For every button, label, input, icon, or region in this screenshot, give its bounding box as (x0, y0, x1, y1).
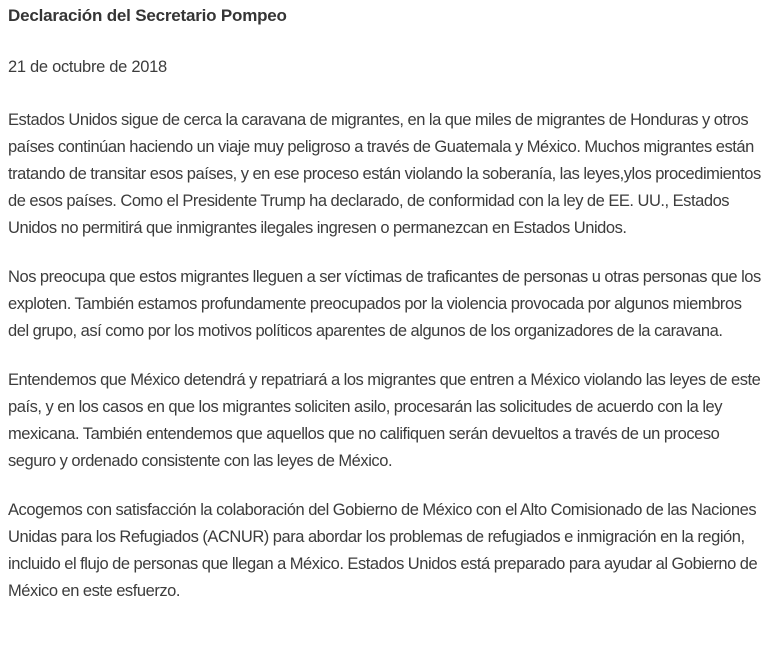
document-date: 21 de octubre de 2018 (8, 58, 167, 76)
paragraph-3: Entendemos que México detendrá y repatriará a los migrantes que entren a México violando las leyes de este país, y en los casos en que los migrantes soliciten asilo, procesarán las solicitudes de acuerdo con la ley mexicana. También entendemos que aquellos que no califiquen serán devueltos a través de un proceso seguro y ordenado consistente con las leyes de México. (8, 371, 761, 470)
paragraph-4: Acogemos con satisfacción la colaboración del Gobierno de México con el Alto Comisionado de las Naciones Unidas para los Refugiados (ACNUR) para abordar los problemas de refugiados e inmigración en la región, incluido el flujo de personas que llegan a México. Estados Unidos está preparado para ayudar al Gobierno de México en este esfuerzo. (8, 501, 758, 600)
document-title: Declaración del Secretario Pompeo (8, 6, 287, 25)
paragraph-2: Nos preocupa que estos migrantes lleguen a ser víctimas de traficantes de personas u otras personas que los exploten. También estamos profundamente preocupados por la violencia provocada por algunos miembros del grupo, así como por los motivos políticos aparentes de algunos de los organizadores de la caravana. (8, 268, 761, 340)
paragraph-1: Estados Unidos sigue de cerca la caravana de migrantes, en la que miles de migrantes de Honduras y otros países continúan haciendo un viaje muy peligroso a través de Guatemala y México. Muchos migrantes están tratando de transitar esos países, y en ese proceso están violando la soberanía, las leyes,ylos procedimientos de esos países. Como el Presidente Trump ha declarado, de conformidad con la ley de EE. UU., Estados Unidos no permitirá que inmigrantes ilegales ingresen o permanezcan en Estados Unidos. (8, 111, 761, 237)
